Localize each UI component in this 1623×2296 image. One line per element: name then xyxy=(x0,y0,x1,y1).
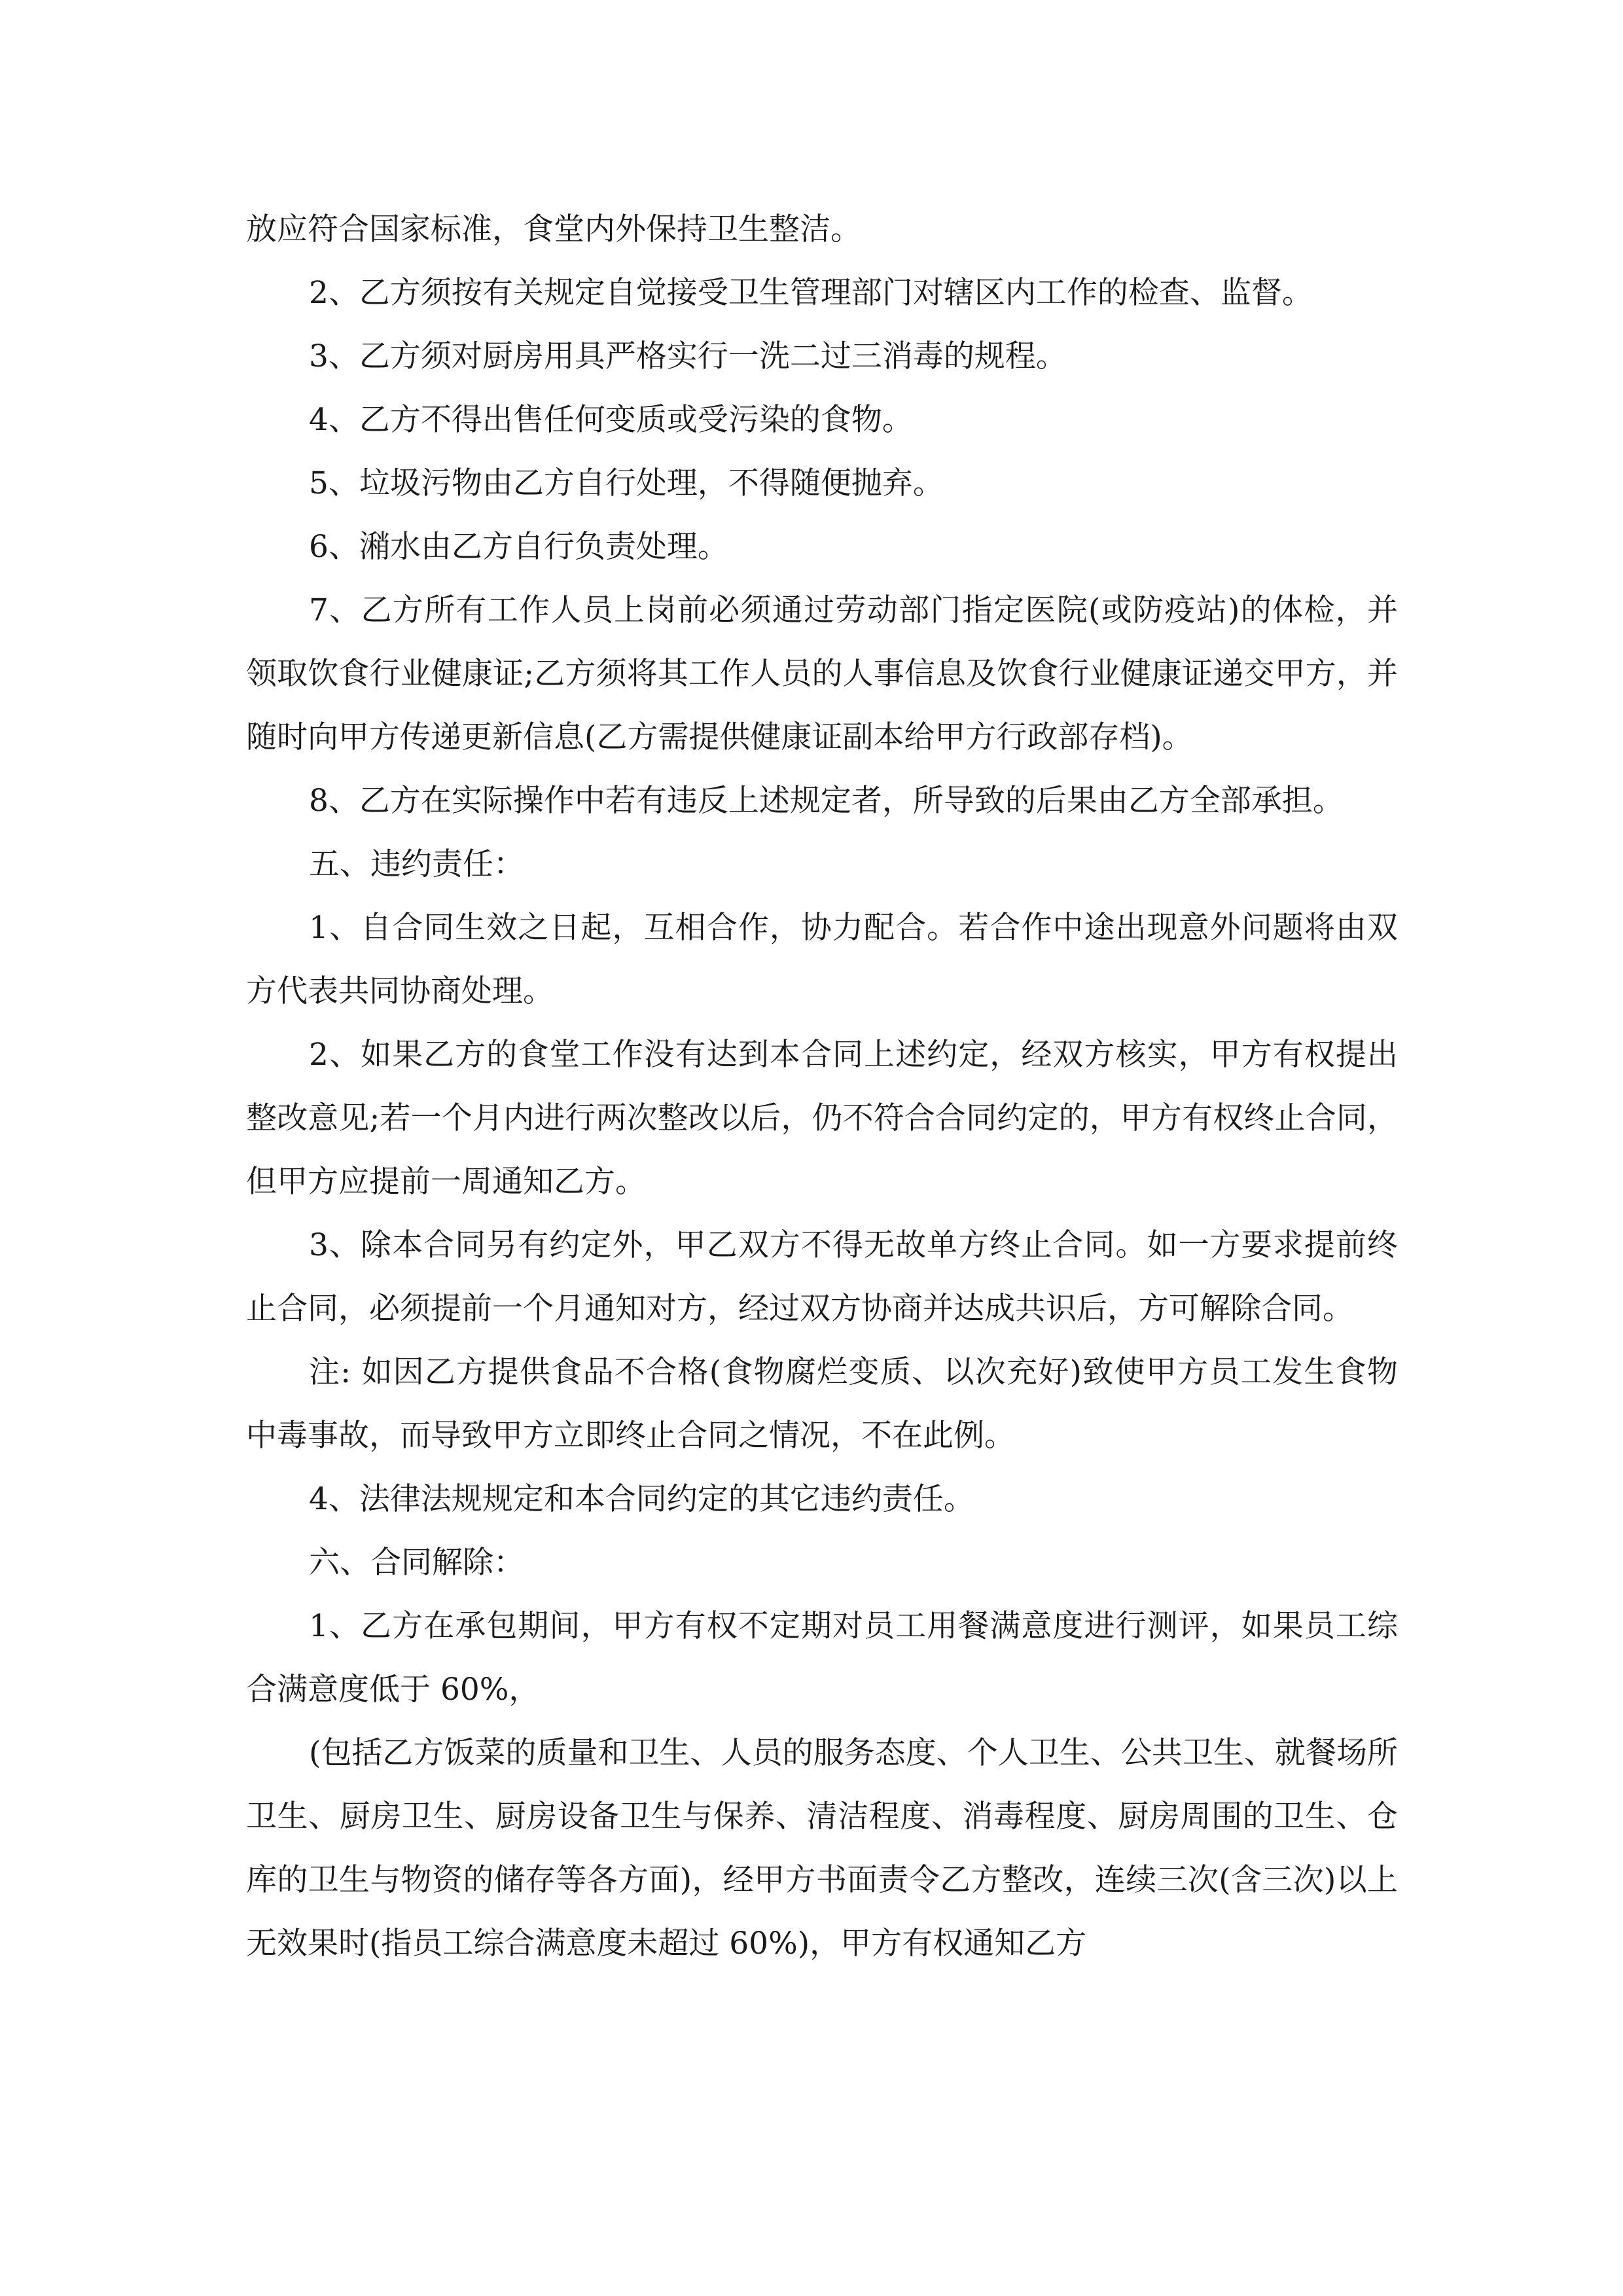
breach-item-1: 1、自合同生效之日起，互相合作，协力配合。若合作中途出现意外问题将由双方代表共同协商处理。 xyxy=(246,910,1398,1009)
section-heading-termination: 六、合同解除： xyxy=(309,1545,524,1581)
paragraph-item-2: 2、乙方须按有关规定自觉接受卫生管理部门对辖区内工作的检查、监督。 xyxy=(309,275,1313,311)
paragraph-item-6: 6、潲水由乙方自行负责处理。 xyxy=(309,529,728,565)
section-heading-breach: 五、违约责任： xyxy=(309,846,524,882)
termination-item-1: 1、乙方在承包期间，甲方有权不定期对员工用餐满意度进行测评，如果员工综合满意度低于 60%， xyxy=(246,1608,1398,1708)
breach-item-3: 3、除本合同另有约定外，甲乙双方不得无故单方终止合同。如一方要求提前终止合同，必须提前一个月通知对方，经过双方协商并达成共识后，方可解除合同。 xyxy=(246,1227,1398,1327)
breach-item-4: 4、法律法规规定和本合同约定的其它违约责任。 xyxy=(309,1481,974,1517)
paragraph-item-5: 5、垃圾污物由乙方自行处理，不得随便抛弃。 xyxy=(309,465,944,501)
paragraph-item-4: 4、乙方不得出售任何变质或受污染的食物。 xyxy=(309,402,913,438)
paragraph-item-7: 7、乙方所有工作人员上岗前必须通过劳动部门指定医院(或防疫站)的体检，并领取饮食行业健康证;乙方须将其工作人员的人事信息及饮食行业健康证递交甲方，并随时向甲方传递更新信息(乙方需提供健康证副本给甲方行政部存档)。 xyxy=(246,592,1398,755)
termination-item-1-detail: (包括乙方饭菜的质量和卫生、人员的服务态度、个人卫生、公共卫生、就餐场所卫生、厨房卫生、厨房设备卫生与保养、清洁程度、消毒程度、厨房周围的卫生、仓库的卫生与物资的储存等各方面)，经甲方书面责令乙方整改，连续三次(含三次)以上无效果时(指员工综合满意度未超过 60%)，甲方有权通知乙方 xyxy=(246,1735,1398,1962)
paragraph-item-3: 3、乙方须对厨房用具严格实行一洗二过三消毒的规程。 xyxy=(309,338,1067,374)
paragraph-item-8: 8、乙方在实际操作中若有违反上述规定者，所导致的后果由乙方全部承担。 xyxy=(309,783,1344,819)
breach-note: 注: 如因乙方提供食品不合格(食物腐烂变质、以次充好)致使甲方员工发生食物中毒事故，而导致甲方立即终止合同之情况，不在此例。 xyxy=(246,1354,1398,1454)
breach-item-2: 2、如果乙方的食堂工作没有达到本合同上述约定，经双方核实，甲方有权提出整改意见;若一个月内进行两次整改以后，仍不符合合同约定的，甲方有权终止合同，但甲方应提前一周通知乙方。 xyxy=(246,1037,1398,1200)
paragraph-continuation: 放应符合国家标准，食堂内外保持卫生整洁。 xyxy=(246,211,861,247)
document-body xyxy=(246,198,1398,1975)
